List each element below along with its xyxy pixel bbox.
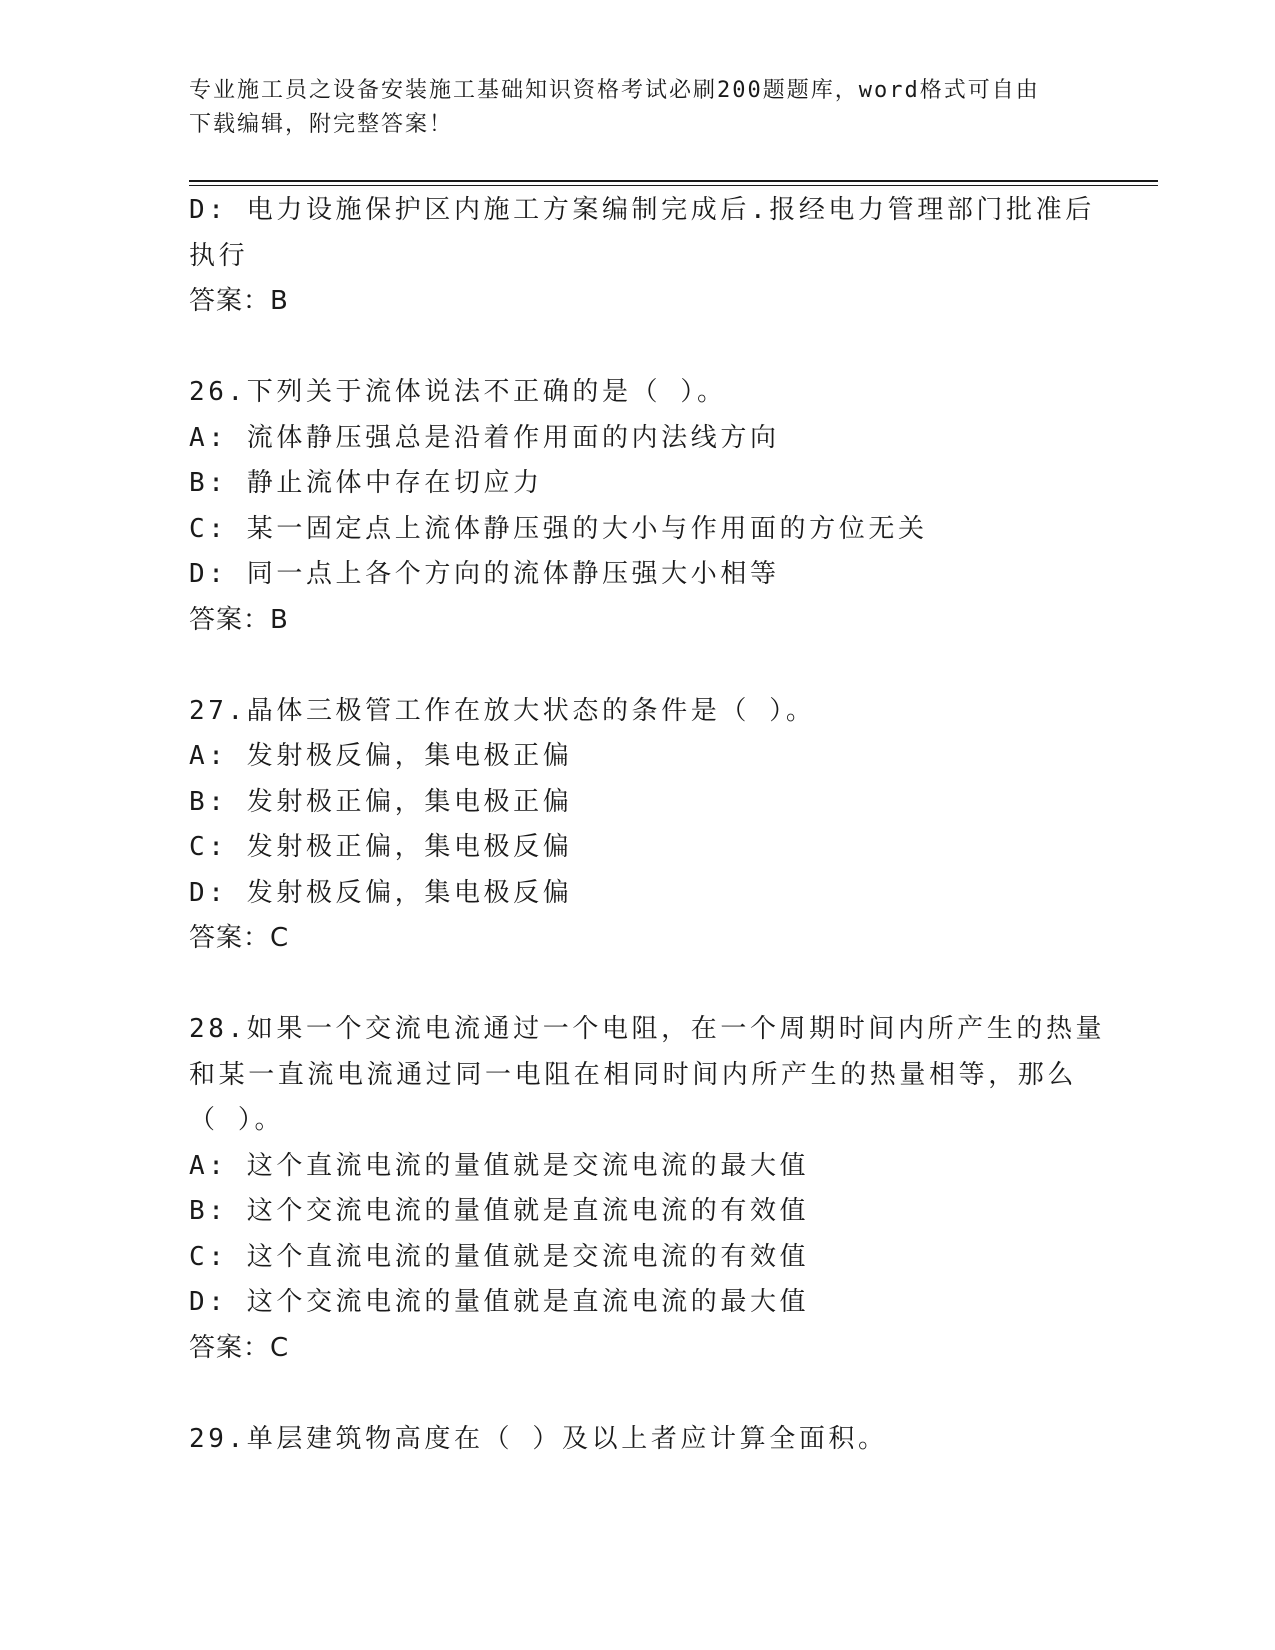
spacer (189, 325, 1089, 371)
option-a: A: 流体静压强总是沿着作用面的内法线方向 (189, 422, 780, 453)
question-content (189, 188, 1106, 1462)
spacer (189, 962, 1089, 1008)
question-stem-line-2: 和某一直流电流通过同一电阻在相同时间内所产生的热量相等，那么 (189, 1059, 1078, 1090)
option-b: B: 发射极正偏，集电极正偏 (189, 786, 573, 817)
question-stem: 29.单层建筑物高度在（ ）及以上者应计算全面积。 (189, 1423, 888, 1454)
question-stem: 27.晶体三极管工作在放大状态的条件是（ ）。 (189, 695, 816, 726)
header-line-1: 专业施工员之设备安装施工基础知识资格考试必刷200题题库，word格式可自由 (189, 78, 1040, 103)
question-27 (189, 689, 1089, 962)
question-26 (189, 370, 1089, 643)
answer: 答案：B (189, 604, 289, 635)
question-stem-line-3: （ ）。 (189, 1105, 285, 1135)
option-d: D: 电力设施保护区内施工方案编制完成后.报经电力管理部门批准后 (189, 195, 1095, 225)
option-c: C: 这个直流电流的量值就是交流电流的有效值 (189, 1241, 810, 1272)
spacer (189, 643, 1089, 689)
header-divider-thin (189, 185, 1158, 186)
answer: 答案：C (189, 923, 290, 953)
question-28 (189, 1007, 1106, 1371)
spacer (189, 1371, 1089, 1417)
option-d: D: 同一点上各个方向的流体静压强大小相等 (189, 559, 780, 589)
header-divider-thick (189, 180, 1158, 182)
option-c: C: 发射极正偏，集电极反偏 (189, 832, 573, 862)
document-header (189, 74, 1069, 142)
option-a: A: 这个直流电流的量值就是交流电流的最大值 (189, 1150, 810, 1181)
answer: 答案：C (189, 1332, 290, 1363)
option-a: A: 发射极反偏，集电极正偏 (189, 741, 573, 771)
option-b: B: 这个交流电流的量值就是直流电流的有效值 (189, 1196, 810, 1226)
question-29 (189, 1417, 1089, 1463)
answer: 答案：B (189, 286, 289, 316)
option-d: D: 这个交流电流的量值就是直流电流的最大值 (189, 1287, 810, 1317)
header-line-2: 下载编辑，附完整答案！ (189, 112, 454, 137)
question-stem: 26.下列关于流体说法不正确的是（ ）。 (189, 377, 727, 407)
option-d-continued: 执行 (189, 240, 249, 271)
question-stem-line-1: 28.如果一个交流电流通过一个电阻，在一个周期时间内所产生的热量 (189, 1014, 1106, 1044)
option-c: C: 某一固定点上流体静压强的大小与作用面的方位无关 (189, 513, 928, 544)
option-b: B: 静止流体中存在切应力 (189, 468, 543, 498)
option-d: D: 发射极反偏，集电极反偏 (189, 877, 573, 908)
